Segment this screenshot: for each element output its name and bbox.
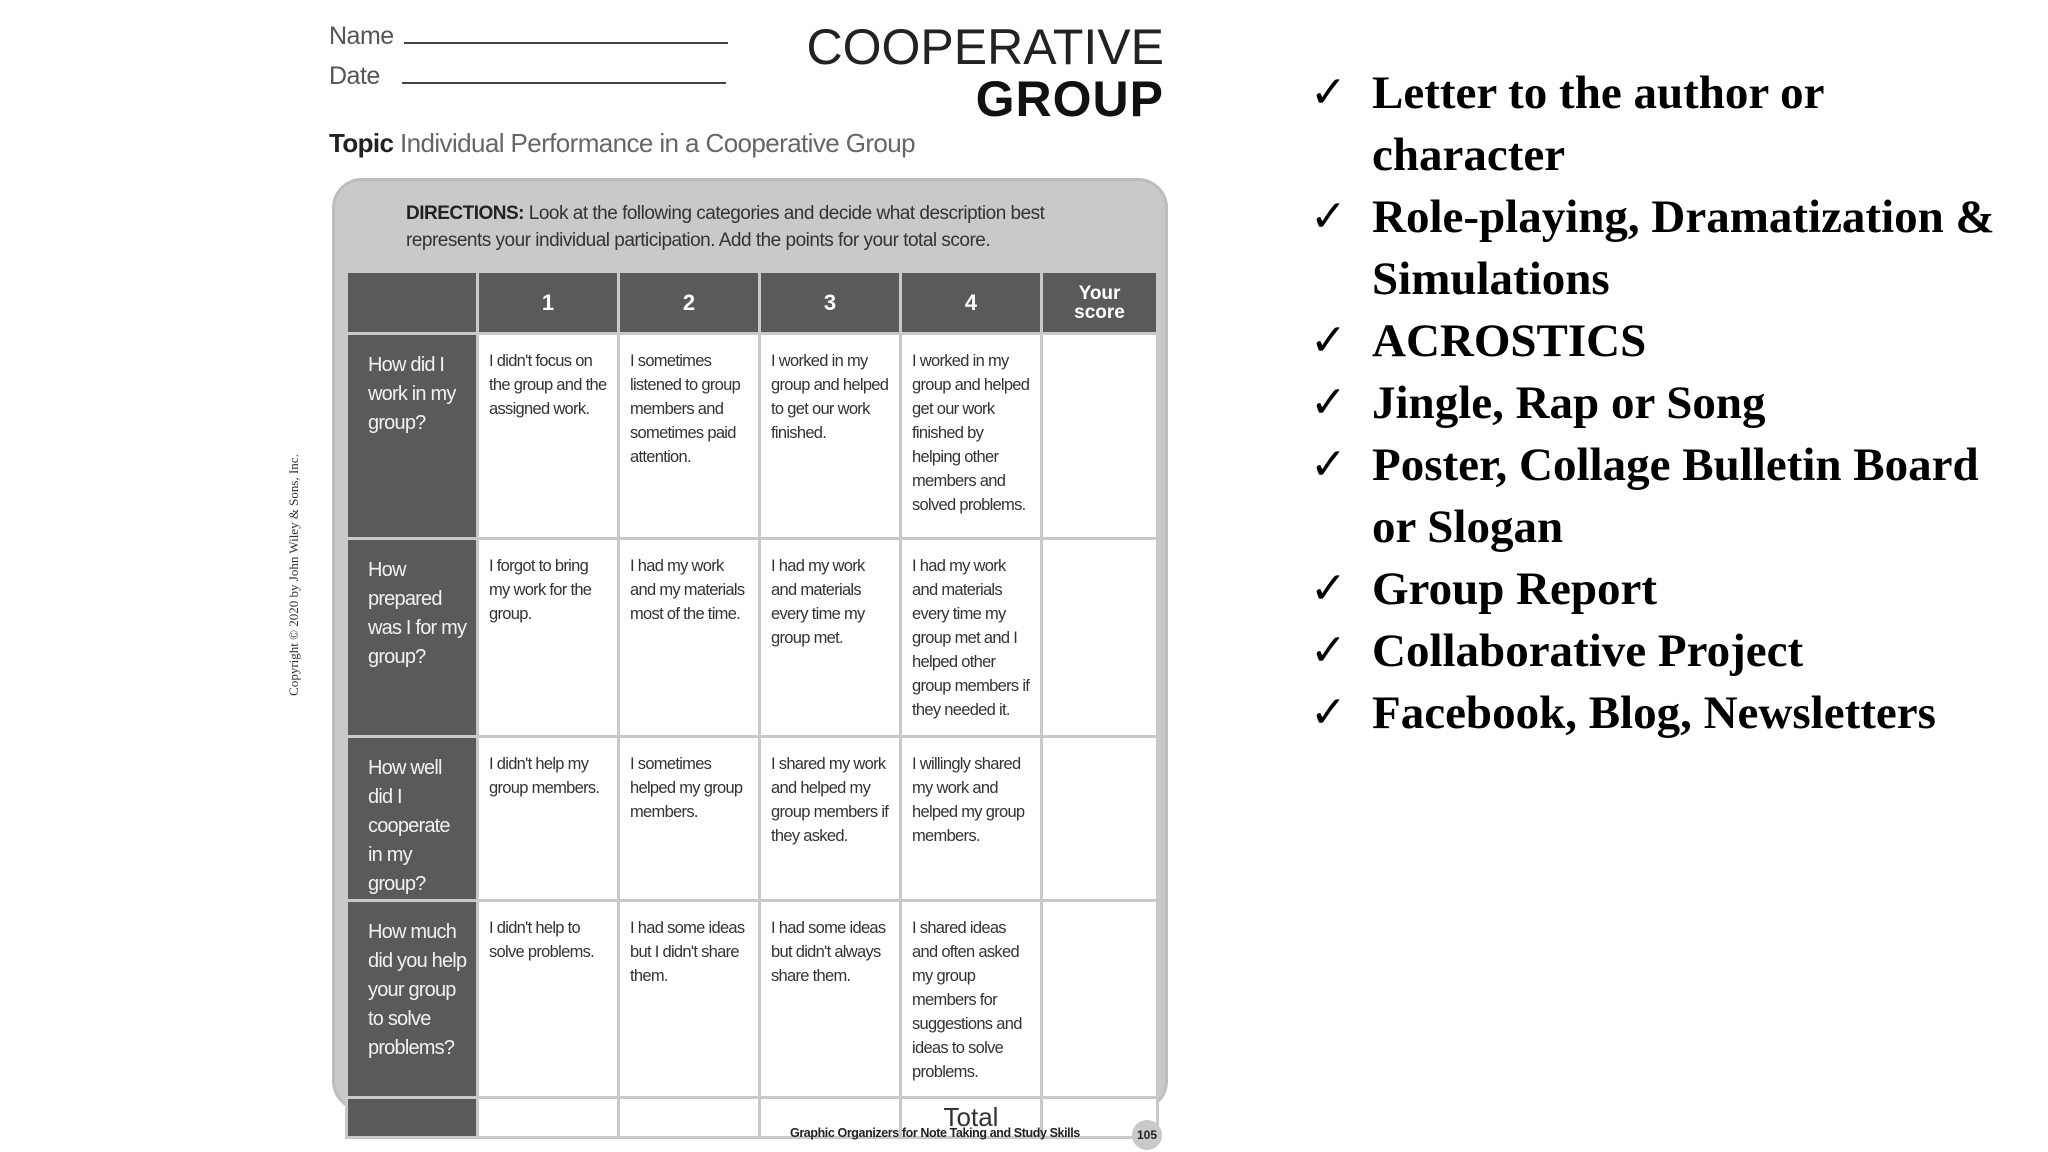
title-line-1: COOPERATIVE — [806, 19, 1164, 75]
column-header: 4 — [901, 272, 1042, 334]
checklist-item-text: Group Report — [1372, 563, 1658, 615]
column-header: 1 — [478, 272, 619, 334]
rubric-cell: I worked in my group and helped get our work finished by helping other members and solved problems. — [901, 334, 1042, 539]
copyright-notice: Copyright © 2020 by John Wiley & Sons, Inc. — [286, 454, 301, 696]
rubric-cell: I had some ideas but I didn't share them. — [619, 901, 760, 1098]
total-label: Total — [901, 1098, 1042, 1138]
rubric-cell: I worked in my group and helped to get our work finished. — [760, 334, 901, 539]
rubric-row — [347, 334, 1158, 539]
checklist-item-text: Jingle, Rap or Song — [1372, 377, 1766, 429]
check-icon: ✓ — [1310, 68, 1347, 117]
checklist-item-text: Poster, Collage Bulletin Board or Slogan — [1372, 439, 1979, 553]
your-score-line1: Your — [1078, 282, 1121, 304]
checklist-item — [1310, 310, 2010, 372]
topic — [329, 128, 915, 159]
footer-text: Graphic Organizers for Note Taking and Study Skills — [790, 1126, 1080, 1140]
rubric-row — [347, 737, 1158, 901]
activity-checklist — [1310, 62, 2010, 744]
row-question: How well did I cooperate in my group? — [347, 737, 478, 901]
topic-label: Topic — [329, 128, 394, 158]
rubric-cell: I had some ideas but didn't always share them. — [760, 901, 901, 1098]
checklist-item — [1310, 62, 2010, 186]
total-row-blank — [478, 1098, 619, 1138]
rubric-cell: I forgot to bring my work for the group. — [478, 539, 619, 737]
checklist-item — [1310, 558, 2010, 620]
rubric-cell: I shared my work and helped my group members if they asked. — [760, 737, 901, 901]
your-score-line2: score — [1074, 301, 1125, 323]
check-icon: ✓ — [1310, 564, 1347, 613]
rubric-corner — [347, 272, 478, 334]
check-icon: ✓ — [1310, 192, 1347, 241]
score-cell[interactable] — [1042, 334, 1158, 539]
directions-text: Look at the following categories and decide what description best represents your individual participation. Add the points for your total score. — [406, 203, 1045, 251]
rubric-cell: I didn't help to solve problems. — [478, 901, 619, 1098]
rubric-row — [347, 901, 1158, 1098]
row-question: How much did you help your group to solve problems? — [347, 901, 478, 1098]
row-question: How did I work in my group? — [347, 334, 478, 539]
checklist-item — [1310, 620, 2010, 682]
check-icon: ✓ — [1310, 688, 1347, 737]
check-icon: ✓ — [1310, 626, 1347, 675]
checklist-item — [1310, 372, 2010, 434]
score-cell[interactable] — [1042, 539, 1158, 737]
score-cell[interactable] — [1042, 901, 1158, 1098]
rubric-cell: I sometimes listened to group members and sometimes paid attention. — [619, 334, 760, 539]
rubric-cell: I didn't focus on the group and the assigned work. — [478, 334, 619, 539]
rubric-cell: I sometimes helped my group members. — [619, 737, 760, 901]
rubric-row — [347, 539, 1158, 737]
topic-text: Individual Performance in a Cooperative Group — [400, 128, 915, 158]
rubric-cell: I had my work and my materials most of the time. — [619, 539, 760, 737]
score-cell[interactable] — [1042, 737, 1158, 901]
rubric-cell: I had my work and materials every time my group met. — [760, 539, 901, 737]
rubric-cell: I didn't help my group members. — [478, 737, 619, 901]
checklist-item-text: Role-playing, Dramatization & Simulations — [1372, 191, 1995, 305]
directions — [406, 200, 1106, 254]
directions-label: DIRECTIONS: — [406, 203, 524, 224]
page-number: 105 — [1132, 1120, 1162, 1150]
check-icon: ✓ — [1310, 316, 1347, 365]
name-label: Name — [329, 22, 394, 50]
checklist-item-text: Letter to the author or character — [1372, 67, 1824, 181]
rubric-cell: I had my work and materials every time my group met and I helped other group members if they needed it. — [901, 539, 1042, 737]
title-line-2: GROUP — [975, 71, 1164, 127]
checklist-item-text: Facebook, Blog, Newsletters — [1372, 687, 1936, 739]
checklist-item-text: Collaborative Project — [1372, 625, 1804, 677]
checklist-item — [1310, 682, 2010, 744]
checklist-item — [1310, 434, 2010, 558]
date-label: Date — [329, 62, 380, 90]
rubric-table — [345, 270, 1159, 1139]
row-question: How prepared was I for my group? — [347, 539, 478, 737]
rubric-cell: I shared ideas and often asked my group members for suggestions and ideas to solve problems. — [901, 901, 1042, 1098]
column-header: 3 — [760, 272, 901, 334]
check-icon: ✓ — [1310, 378, 1347, 427]
rubric-cell: I willingly shared my work and helped my group members. — [901, 737, 1042, 901]
column-header: 2 — [619, 272, 760, 334]
checklist-item-text: ACROSTICS — [1372, 315, 1647, 367]
rubric-header-row — [347, 272, 1158, 334]
total-row-head — [347, 1098, 478, 1138]
total-row-blank — [619, 1098, 760, 1138]
your-score-header — [1042, 272, 1158, 334]
check-icon: ✓ — [1310, 440, 1347, 489]
checklist-item — [1310, 186, 2010, 310]
